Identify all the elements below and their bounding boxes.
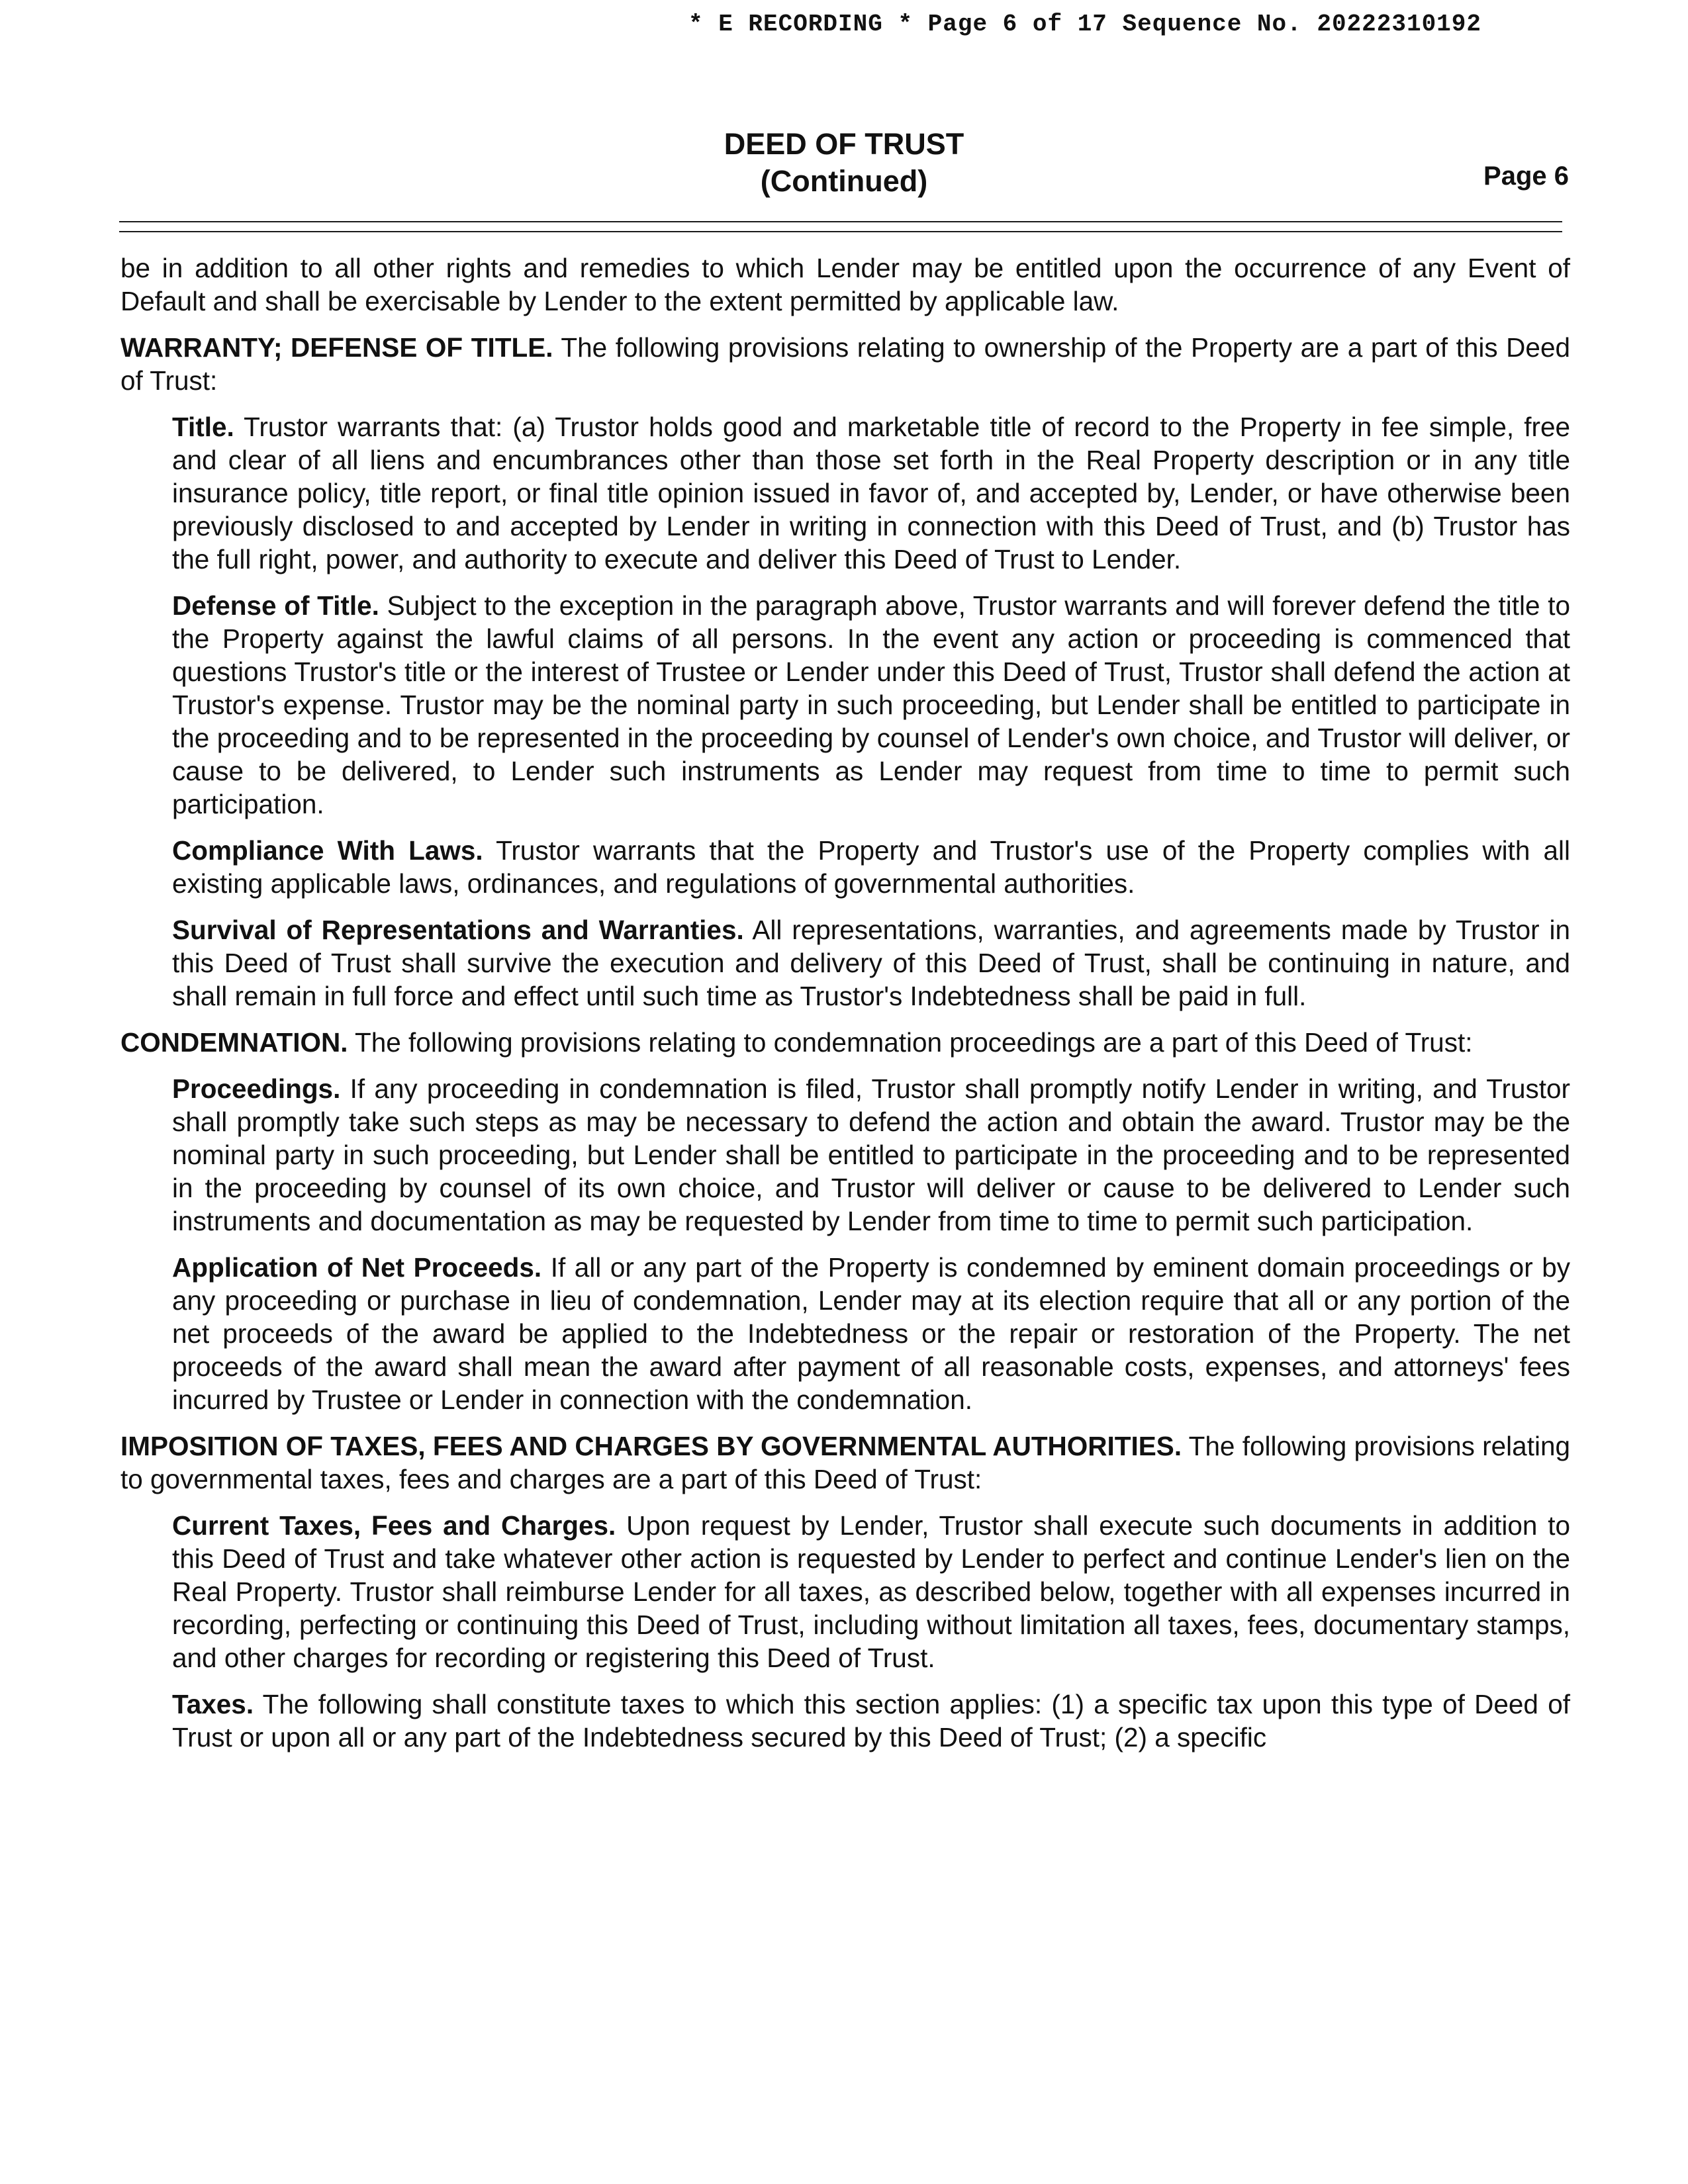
subsection-defense-of-title: [172, 589, 1570, 821]
subsection-text: Subject to the exception in the paragraph above, Trustor warrants and will forever defend the title to the Property against the lawful claims of all persons. In the event any action or proceeding is commenced that questions Trustor's title or the interest of Trustee or Lender under this Deed of Trust, Trustor shall defend the action at Trustor's expense. Trustor may be the nominal party in such proceeding, but Lender shall be entitled to participate in the proceeding and to be represented in the proceeding by counsel of Lender's own choice, and Trustor will deliver, or cause to be delivered, to Lender such instruments as Lender may request from time to time to permit such participation.: [172, 590, 1570, 819]
subsection-proceedings: [172, 1072, 1570, 1238]
subsection-heading: Current Taxes, Fees and Charges.: [172, 1510, 616, 1541]
subsection-text: If all or any part of the Property is condemned by eminent domain proceedings or by any proceeding or purchase in lieu of condemnation, Lender may at its election require that all or any portion of the net proceeds of the award be applied to the Indebtedness or the repair or restoration of the Property. The net proceeds of the award shall mean the award after payment of all reasonable costs, expenses, and attorneys' fees incurred by Trustee or Lender in connection with the condemnation.: [172, 1252, 1571, 1415]
section-imposition-of-taxes: [120, 1430, 1570, 1496]
section-text: The following provisions relating to ownership of the Property are a part of this Deed of Trust:: [120, 332, 1571, 396]
subsection-title: [172, 410, 1570, 576]
section-heading: WARRANTY; DEFENSE OF TITLE.: [120, 332, 553, 363]
subsection-text: The following shall constitute taxes to which this section applies: (1) a specific tax upon this type of Deed of Trust or upon all or any part of the Indebtedness secured by this Deed of Trust; (2) a specific: [172, 1689, 1570, 1752]
document-title-block: [645, 126, 1043, 200]
subsection-heading: Defense of Title.: [172, 590, 379, 621]
section-condemnation: [120, 1026, 1570, 1059]
subsection-application-of-net-proceeds: [172, 1251, 1570, 1416]
section-text: The following provisions relating to governmental taxes, fees and charges are a part of this Deed of Trust:: [120, 1431, 1570, 1494]
subsection-heading: Proceedings.: [172, 1073, 341, 1104]
recording-header: * E RECORDING * Page 6 of 17 Sequence No. 20222310192: [688, 11, 1481, 38]
subsection-heading: Application of Net Proceeds.: [172, 1252, 542, 1283]
subsection-heading: Title.: [172, 412, 234, 442]
subsection-text: Upon request by Lender, Trustor shall execute such documents in addition to this Deed of Trust and take whatever other action is requested by Lender to perfect and continue Lender's lien on the Real Property. Trustor shall reimburse Lender for all taxes, as described below, together with all expenses incurred in recording, perfecting or continuing this Deed of Trust, including without limitation all taxes, fees, documentary stamps, and other charges for recording or registering this Deed of Trust.: [172, 1510, 1570, 1673]
paragraph-text: be in addition to all other rights and remedies to which Lender may be entitled upon the occurrence of any Event of Default and shall be exercisable by Lender to the extent permitted by applicable law.: [120, 253, 1570, 316]
page-number-label: Page 6: [1483, 161, 1569, 191]
subsection-survival-of-representations: [172, 913, 1570, 1013]
subsection-text: Trustor warrants that the Property and Trustor's use of the Property complies with all existing applicable laws, ordinances, and regulations of governmental authorities.: [172, 835, 1570, 899]
continuation-paragraph: [120, 251, 1570, 318]
subsection-heading: Compliance With Laws.: [172, 835, 483, 866]
section-heading: CONDEMNATION.: [120, 1027, 348, 1058]
document-body: [120, 251, 1570, 1767]
subsection-text: All representations, warranties, and agreements made by Trustor in this Deed of Trust shall survive the execution and delivery of this Deed of Trust, shall be continuing in nature, and shall remain in full force and effect until such time as Trustor's Indebtedness shall be paid in full.: [172, 915, 1570, 1011]
section-warranty-defense-of-title: [120, 331, 1570, 397]
subsection-taxes: [172, 1688, 1570, 1754]
subsection-text: If any proceeding in condemnation is filed, Trustor shall promptly notify Lender in writing, and Trustor shall promptly take such steps as may be necessary to defend the action and obtain the award. Trustor may be the nominal party in such proceeding, but Lender shall be entitled to participate in the proceeding and to be represented in the proceeding by counsel of its own choice, and Trustor will deliver or cause to be delivered to Lender such instruments and documentation as may be requested by Lender from time to time to permit such participation.: [172, 1073, 1571, 1236]
subsection-text: Trustor warrants that: (a) Trustor holds good and marketable title of record to the Property in fee simple, free and clear of all liens and encumbrances other than those set forth in the Real Property description or in any title insurance policy, title report, or final title opinion issued in favor of, and accepted by, Lender, or have otherwise been previously disclosed to and accepted by Lender in writing in connection with this Deed of Trust, and (b) Trustor has the full right, power, and authority to execute and deliver this Deed of Trust to Lender.: [172, 412, 1571, 574]
subsection-heading: Taxes.: [172, 1689, 254, 1719]
subsection-compliance-with-laws: [172, 834, 1570, 900]
subsection-current-taxes-fees-charges: [172, 1509, 1570, 1674]
subsection-heading: Survival of Representations and Warranties.: [172, 915, 744, 945]
document-subtitle: (Continued): [760, 164, 928, 198]
document-title: DEED OF TRUST: [724, 127, 964, 161]
section-text: The following provisions relating to condemnation proceedings are a part of this Deed of Trust:: [355, 1027, 1473, 1058]
header-divider-bottom: [119, 231, 1562, 232]
section-heading: IMPOSITION OF TAXES, FEES AND CHARGES BY GOVERNMENTAL AUTHORITIES.: [120, 1431, 1182, 1461]
header-divider-top: [119, 221, 1562, 222]
